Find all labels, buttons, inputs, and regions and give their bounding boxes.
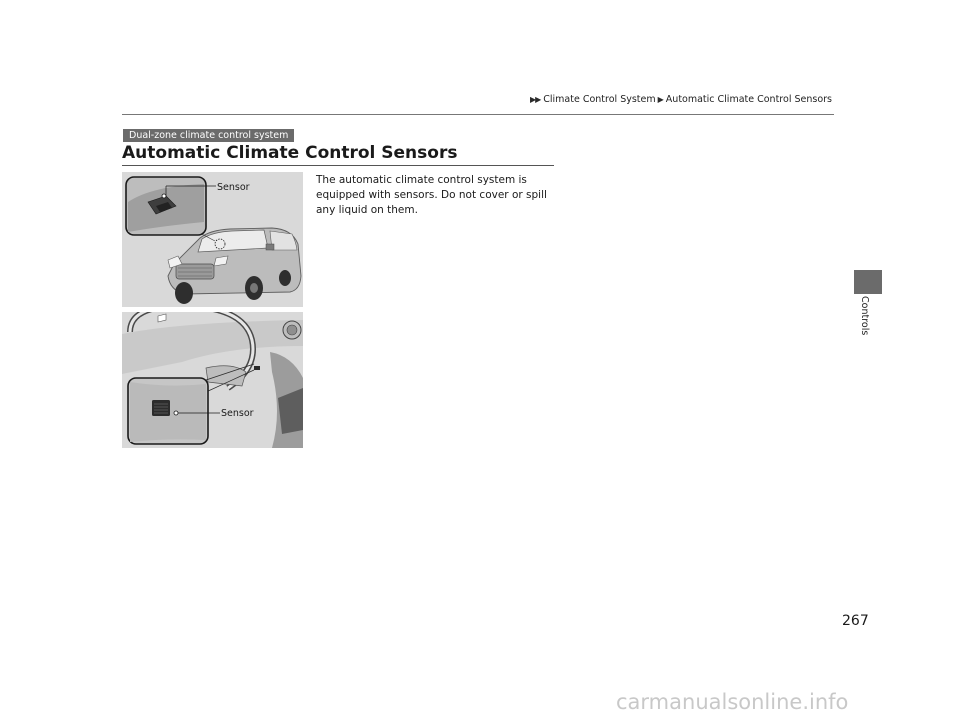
header-rule — [122, 114, 834, 115]
section-tag: Dual-zone climate control system — [123, 129, 294, 142]
page-number: 267 — [842, 613, 869, 629]
breadcrumb-item-climate-control-system[interactable]: Climate Control System — [543, 94, 656, 105]
body-text: The automatic climate control system is equipped with sensors. Do not cover or spill any liquid on them. — [316, 174, 547, 216]
section-title: Automatic Climate Control Sensors — [122, 143, 458, 163]
breadcrumb-item-automatic-climate-control-sensors[interactable]: Automatic Climate Control Sensors — [665, 94, 832, 105]
section-tab[interactable] — [854, 270, 882, 294]
vehicle-illustration — [122, 172, 303, 307]
arrow-icon: ▶ — [657, 95, 663, 104]
double-arrow-icon: ▶▶ — [529, 95, 541, 104]
breadcrumb — [530, 94, 832, 105]
title-rule — [122, 165, 554, 166]
sensor-callout-label: Sensor — [221, 408, 254, 419]
dashboard-illustration — [122, 312, 303, 448]
dashboard-sensor-figure — [122, 312, 303, 448]
sensor-callout-label: Sensor — [217, 182, 250, 193]
windshield-sensor-figure — [122, 172, 303, 307]
section-tab-label: Controls — [859, 296, 870, 336]
watermark: carmanualsonline.info — [616, 690, 849, 714]
